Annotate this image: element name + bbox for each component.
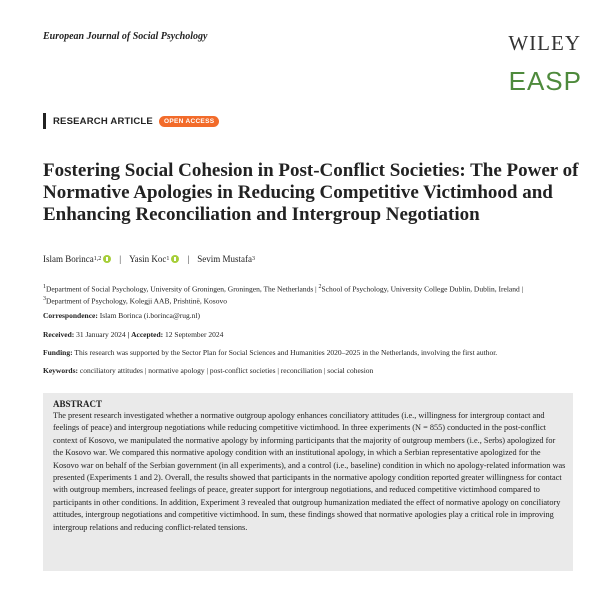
- abstract-box: [43, 393, 573, 571]
- correspondence: [43, 311, 200, 320]
- open-access-badge: OPEN ACCESS: [159, 116, 219, 127]
- author-list: [43, 254, 255, 264]
- orcid-icon[interactable]: [171, 255, 179, 263]
- correspondence-label: Correspondence:: [43, 311, 98, 320]
- author-affiliation-marker: 1: [166, 256, 170, 262]
- journal-name: European Journal of Social Psychology: [43, 31, 208, 42]
- society-logo: EASP: [508, 66, 582, 96]
- accepted-label: Accepted:: [131, 330, 164, 339]
- abstract-heading: ABSTRACT: [53, 399, 103, 409]
- funding-text: This research was supported by the Sector Plan for Social Sciences and Humanities 2020–2025 in the Netherlands, involving the first author.: [74, 348, 498, 357]
- keywords-text: conciliatory attitudes | normative apology | post-conflict societies | reconciliation | social cohesion: [79, 366, 374, 375]
- abstract-text: The present research investigated whether a normative outgroup apology enhances conciliatory attitudes (i.e., willingness for intergroup contact and feelings of peace) and intergroup negotiations while reducing competitive victimhood. In three experiments (N = 855) conducted in the post-conflict context of Kosovo, we manipulated the normative apology by informing participants that the majority of outgroup members (i.e., Serbs) apologized for the Kosovo war. We compared this normative apology condition with an institutional apology, in which a Serbian representative apologized for the Kosovo war on behalf of the Serbian government (in all experiments), and a control (i.e., baseline) condition in which no apology-related information was presented (Experiments 1 and 2). Overall, the results showed that participants in the normative apology condition reported greater willingness for contact with outgroup members, increased feelings of peace, greater support for intergroup negotiations, and reduced competitive victimhood compared to participants in other conditions. In addition, Experiment 3 revealed that outgroup humanization mediated the effect of normative apology on conciliatory attitudes, intergroup negotiations and competitive victimhood. In sum, these findings showed that normative apologies play a critical role in improving intergroup relations and reducing conflict-related tensions.: [53, 411, 566, 532]
- affiliation: School of Psychology, University College Dublin, Dublin, Ireland |: [321, 284, 524, 294]
- orcid-icon[interactable]: [103, 255, 111, 263]
- author-name[interactable]: Islam Borinca: [43, 254, 94, 264]
- funding: [43, 348, 583, 357]
- received-date: 31 January 2024: [76, 330, 126, 339]
- accepted-date: 12 September 2024: [165, 330, 224, 339]
- affiliation: Department of Psychology, Kolegji AAB, Prishtinë, Kosovo: [46, 296, 227, 306]
- article-type: RESEARCH ARTICLE: [53, 115, 153, 127]
- keywords: [43, 366, 373, 375]
- dates: [43, 330, 223, 339]
- funding-label: Funding:: [43, 348, 73, 357]
- author-affiliation-marker: 1,2: [93, 256, 102, 262]
- author-name[interactable]: Sevim Mustafa: [197, 254, 252, 264]
- publisher-logo: WILEY: [508, 31, 581, 55]
- received-label: Received:: [43, 330, 75, 339]
- date-separator: |: [127, 330, 130, 339]
- article-title: Fostering Social Cohesion in Post-Conflict Societies: The Power of Normative Apologies in Reducing Competitive Victimhood and Enhancing Reconciliation and Intergroup Negotiation: [43, 160, 579, 225]
- article-type-row: [43, 113, 219, 129]
- author-separator: |: [119, 254, 122, 264]
- affiliation-line: $^3$Department of Psychology, Kolegji AAB, Prishtinë, Kosovo: [43, 296, 227, 306]
- author-affiliation-marker: 3: [251, 256, 255, 262]
- affiliation: Department of Social Psychology, University of Groningen, Groningen, The Netherlands |: [46, 284, 319, 294]
- affiliation-line: $^1$Department of Social Psychology, University of Groningen, Groningen, The Netherlands | $^2$School of Psychology, University College Dublin, Dublin, Ireland |: [43, 284, 524, 294]
- article-type-bar: [43, 113, 46, 129]
- author-separator: |: [187, 254, 190, 264]
- correspondence-text[interactable]: Islam Borinca (i.borinca@rug.nl): [99, 311, 200, 320]
- keywords-label: Keywords:: [43, 366, 78, 375]
- author-name[interactable]: Yasin Koc: [129, 254, 167, 264]
